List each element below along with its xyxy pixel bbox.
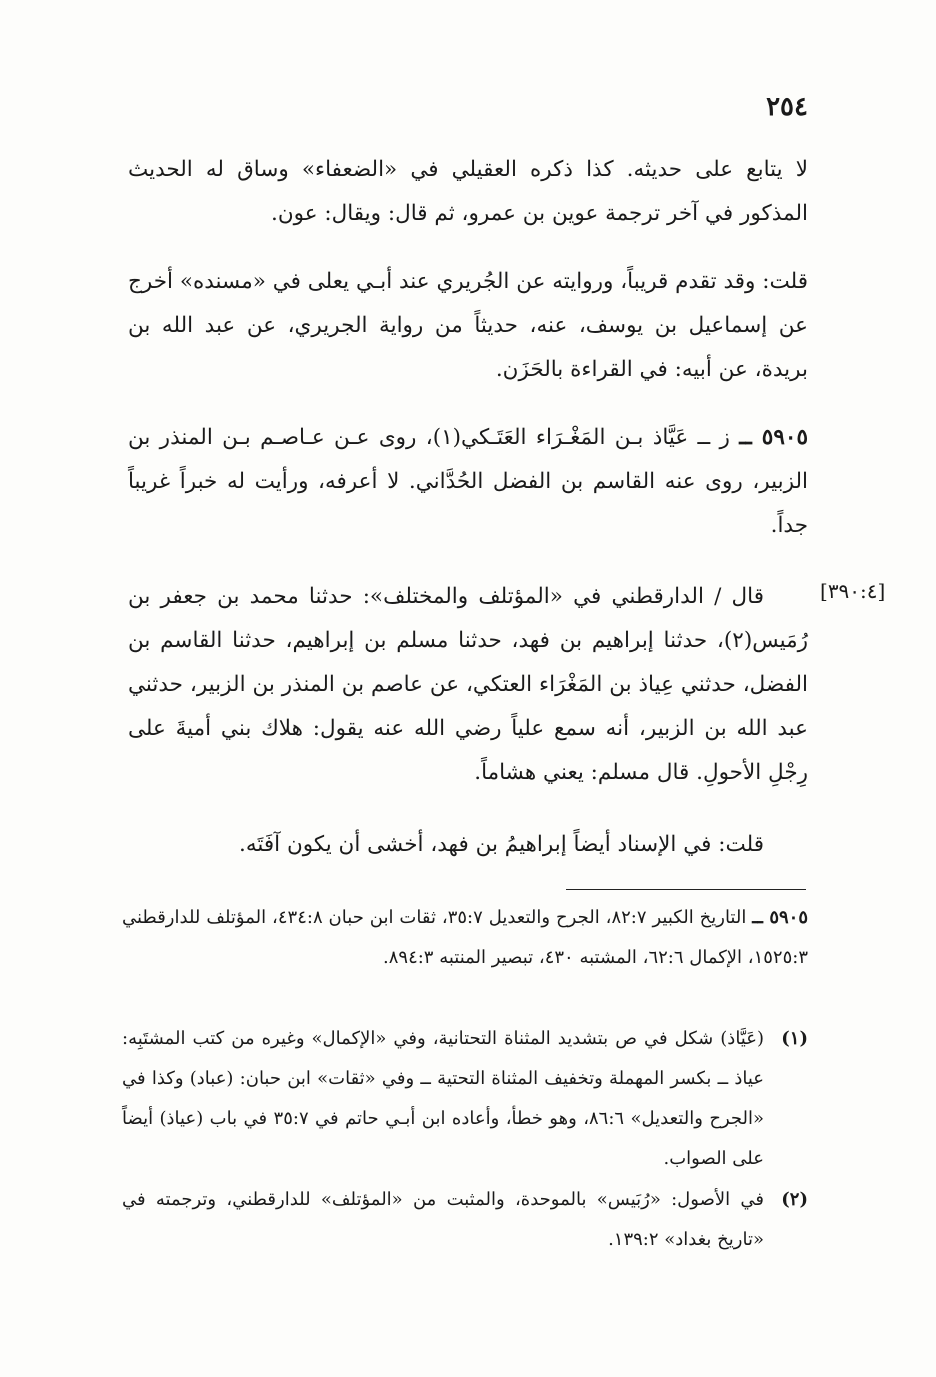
footnote-2 xyxy=(122,1180,808,1260)
margin-reference: [٣٩٠:٤] xyxy=(820,579,886,603)
footnote-1 xyxy=(122,1019,808,1179)
footnote-sources xyxy=(122,898,808,978)
footnote-rule xyxy=(566,889,806,890)
paragraph-daraqutni: قال / الدارقطني في «المؤتلف والمختلف»: حدثنا محمد بن جعفر بن رُمَيس(٢)، حدثنا إبراهيم بن فهد، حدثنا مسلم بن إبراهيم، حدثنا القاسم بن الفضل، حدثني عِياذ بن المَغْرَاء العتكي، عن عاصم بن المنذر بن الزبير، حدثني عبد الله بن الزبير، أنه سمع علياً رضي الله عنه يقول: هلاك بني أميةَ على رِجْلِ الأحولِ. قال مسلم: يعني هشاماً. xyxy=(128,584,808,785)
footnote-1-text: (عَيَّاذ) شكل في ص بتشديد المثناة التحتانية، وفي «الإكمال» وغيره من كتب المشتَبِه: عياذ ــ بكسر المهملة وتخفيف المثناة التحتية ــ وفي «ثقات» ابن حبان: (عباد) وكذا في «الجرح والتعديل» ٨٦:٦، وهو خطأ، وأعاده ابن أبـي حاتم في ٣٥:٧ في باب (عياذ) أيضاً على الصواب. xyxy=(122,1028,764,1169)
footnote-sources-text: التاريخ الكبير ٨٢:٧، الجرح والتعديل ٣٥:٧، ثقات ابن حبان ٤٣٤:٨، المؤتلف للدارقطني ١٥٢٥:٣، الإكمال ٦٢:٦، المشتبه ٤٣٠، تبصير المنتبه ٨٩٤:٣. xyxy=(122,907,808,968)
paragraph-closing: قلت: في الإسناد أيضاً إبراهيمُ بن فهد، أخشى أن يكون آفَتَه. xyxy=(239,832,764,857)
entry-text: ز ــ عَيَّاذ بـن المَغْـرَاء العَتَـكي(١)، روى عـن عـاصـم بـن المنذر بن الزبير، روى عنه القاسم بن الفضل الحُدَّاني. لا أعرفه، ورأيت له خبراً غريباً جداً. xyxy=(128,425,808,538)
paragraph-2: قلت: وقد تقدم قريباً، وروايته عن الجُريري عند أبـي يعلى في «مسنده» أخرج عن إسماعيل بن يوسف، عنه، حديثاً من رواية الجريري، عن عبد الله بن بريدة، عن أبيه: في القراءة بالحَزَن. xyxy=(128,269,808,382)
page-number: ٢٥٤ xyxy=(766,92,808,122)
footnote-2-text: في الأصول: «رُبَيس» بالموحدة، والمثبت من «المؤتلف» للدارقطني، وترجمته في «تاريخ بغداد» ١٣٩:٢. xyxy=(122,1189,764,1250)
paragraph-1: لا يتابع على حديثه. كذا ذكره العقيلي في «الضعفاء» وساق له الحديث المذكور في آخر ترجمة عوين بن عمرو، ثم قال: ويقال: عون. xyxy=(128,157,808,226)
footnote-1-number: (١) xyxy=(781,1028,808,1049)
entry-5905 xyxy=(128,416,808,548)
footnote-sources-label: ٥٩٠٥ ــ xyxy=(752,907,808,928)
entry-number: ٥٩٠٥ ــ xyxy=(739,425,808,450)
footnote-2-number: (٢) xyxy=(781,1189,808,1210)
